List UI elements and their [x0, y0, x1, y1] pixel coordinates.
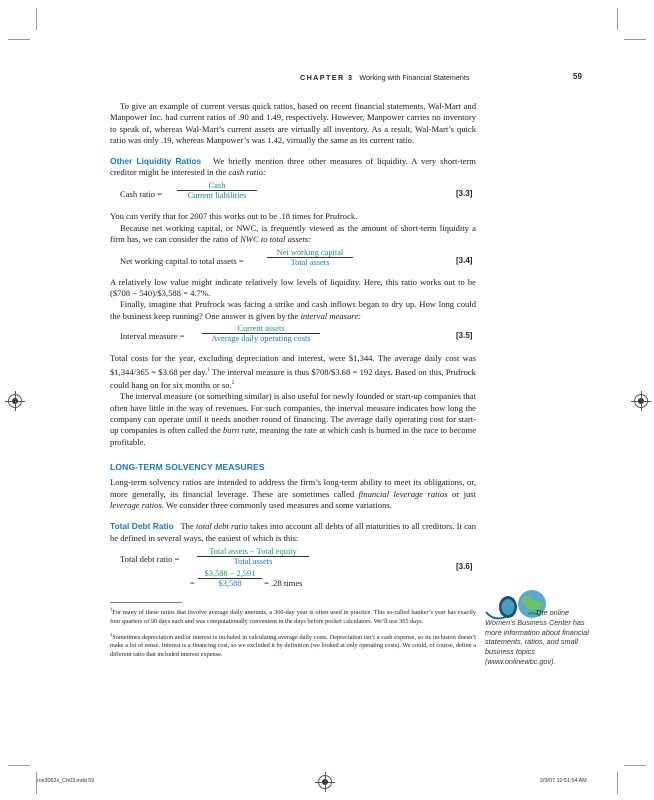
running-header	[300, 73, 469, 82]
low-value-paragraph: A relatively low value might indicate relatively low levels of liquidity. Here, this ratio works out to be ($708 − 540)/$3,588 = 4.7%.	[110, 276, 476, 299]
eq34-number: [3.4]	[456, 255, 473, 265]
slug-datetime: 2/9/07 10:51:54 AM	[540, 778, 587, 784]
crop-mark	[8, 39, 30, 40]
crop-mark	[36, 8, 37, 30]
eq33-numerator: Cash	[208, 181, 226, 191]
eq35-number: [3.5]	[456, 331, 473, 341]
burn-rate-term: burn rate,	[222, 425, 258, 436]
eq36-numerator: Total assets − Total equity	[209, 547, 297, 557]
intro-paragraph: To give an example of current versus quick ratios, based on recent financial statements, Wal-Mart and Manpower Inc. had current ratios of .90 and 1.49, respectively. However, Manpower carries no inventory to speak of, whereas Wal-Mart’s current assets are virtually all inventory. As a result, Wal-Mart’s quick ratio was only .19, whereas Manpower’s was 1.42, virtually the same as its current ratio.	[110, 101, 476, 146]
chapter-label: CHAPTER 3	[300, 73, 354, 82]
slug-file: ros3062x_Ch03.indd 59	[37, 778, 95, 784]
equation-3-3: Cash ratio = Cash Current liabilities [3.3]	[120, 181, 473, 201]
eq36-number: [3.6]	[456, 562, 473, 572]
footnote-1: $^1$For many of these ratios that involve average daily amounts, a 360-day year is often used in practice. This so-called banker’s year has exactly four quarters of 90 days each and was computationally convenient in the days before pocket calculators. We’ll use 365 days.	[110, 607, 476, 625]
registration-mark-bottom-icon	[318, 775, 332, 789]
strike-paragraph: Finally, imagine that Prufrock was facing a strike and cash inflows began to dry up. How long could the business keep running? One answer is given by the interval measure:	[110, 299, 476, 321]
footnote-rule	[110, 602, 182, 603]
crop-mark	[624, 39, 646, 40]
eq36-denominator-2: $3,588	[218, 579, 242, 589]
main-column	[110, 101, 476, 659]
cash-ratio-term: cash ratio:	[228, 167, 266, 178]
other-liquidity-heading: Other Liquidity Ratios	[110, 155, 202, 166]
other-liquidity-paragraph: Other Liquidity Ratios We briefly mention three other measures of liquidity. A very short-term creditor might be interested in the cash ratio:	[110, 155, 476, 178]
nwc-paragraph: Because net working capital, or NWC, is frequently viewed as the amount of short-term liquidity a firm has, we can consider the ratio of NWC to total assets:	[110, 222, 476, 245]
footnote-2: $^2$Sometimes depreciation and/or interest is included in calculating average daily costs. Depreciation isn’t a cash expense, so its inclusion doesn’t make a lot of sense. Interest is a financing cost, so we excluded it by definition (we looked at only operating costs). We could, of course, define a different ratio that included interest expense.	[110, 631, 476, 658]
footnote-ref-2: 2	[231, 380, 235, 386]
eq34-denominator: Total assets	[290, 257, 330, 267]
page-number: 59	[573, 72, 582, 81]
eq36-denominator: Total assets	[233, 557, 273, 567]
crop-mark	[624, 765, 646, 766]
crop-mark	[8, 765, 30, 766]
eq35-numerator: Current assets	[237, 324, 285, 334]
eq34-numerator: Net working capital	[276, 247, 344, 257]
sidebar-note: The online Women’s Business Center has more information about financial statements, ratios, and small business topics (www.onlinewbc.gov).	[485, 608, 589, 666]
crop-mark	[617, 772, 618, 794]
footnote-ref-1: 1	[207, 367, 210, 373]
equation-3-5: Interval measure = Current assets Average daily operating costs [3.5]	[120, 324, 473, 344]
solvency-heading: LONG-TERM SOLVENCY MEASURES	[110, 462, 265, 473]
nwc-term: NWC to total assets:	[240, 234, 311, 245]
crop-mark	[617, 8, 618, 30]
eq36-result: = .28 times	[264, 578, 303, 589]
eq33-denominator: Current liabilities	[187, 191, 247, 201]
eq33-number: [3.3]	[456, 189, 473, 199]
registration-mark-right-icon	[634, 394, 648, 408]
equation-3-6: Total debt ratio = Total assets − Total equity Total assets = $3,588 − 2,591 $3,588 = .28 times [3.6]	[120, 547, 473, 589]
equation-3-4: Net working capital to total assets = Net working capital Total assets [3.4]	[120, 247, 473, 267]
eq35-denominator: Average daily operating costs	[211, 334, 311, 344]
registration-mark-left-icon	[8, 394, 22, 408]
total-costs-paragraph: Total costs for the year, excluding depreciation and interest, were $1,344. The average daily cost was $1,344/365 = $3.68 per day.$^1$ The interval measure is thus $708/$3.68 = 192 days. Based on this, Prufrock could hang on for six months or so.$^2$	[110, 353, 476, 390]
eq36-numerator-2: $3,588 − 2,591	[204, 569, 256, 579]
total-debt-heading: Total Debt Ratio	[110, 521, 174, 532]
total-debt-paragraph: Total Debt Ratio The total debt ratio takes into account all debts of all maturities to all creditors. It can be defined in several ways, the easiest of which is this:	[110, 521, 476, 543]
solvency-paragraph: Long-term solvency ratios are intended to address the firm’s long-term ability to meet its obligations, or, more generally, its financial leverage. These are sometimes called financial leverage ratios or just leverage ratios. We consider three commonly used measures and some variations.	[110, 477, 476, 511]
interval-term: interval measure:	[300, 310, 361, 321]
verify-paragraph: You can verify that for 2007 this works out to be .18 times for Prufrock.	[110, 211, 358, 222]
burn-rate-paragraph: The interval measure (or something similar) is also useful for newly founded or start-up companies that often have little in the way of revenues. For such companies, the interval measure indicates how long the company can operate until it needs another round of financing. The average daily operating cost for start-up companies is often called the burn rate, meaning the rate at which cash is burned in the race to become profitable.	[110, 391, 477, 447]
chapter-title: Working with Financial Statements	[359, 73, 470, 82]
